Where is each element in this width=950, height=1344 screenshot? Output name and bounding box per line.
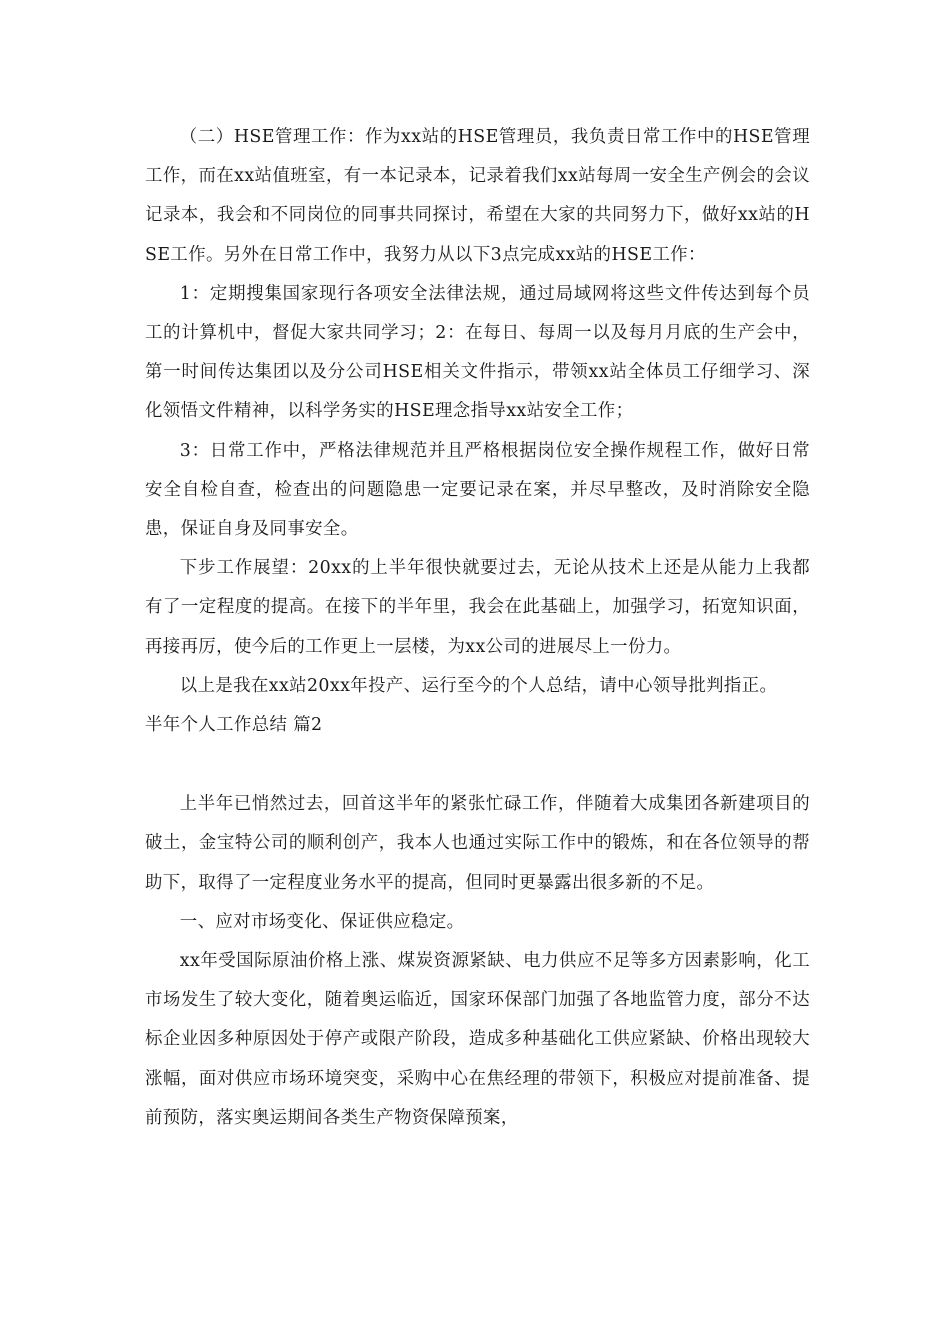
section-gap	[145, 745, 810, 785]
paragraph-hse-item-3: 3：日常工作中，严格法律规范并且严格根据岗位安全操作规程工作，做好日常安全自检自查，检查出的问题隐患一定要记录在案，并尽早整改，及时消除安全隐患，保证自身及同事安全。	[145, 440, 810, 540]
paragraph-hse-item-1-2: 1：定期搜集国家现行各项安全法律法规，通过局域网将这些文件传达到每个员工的计算机中，督促大家共同学习；2：在每日、每周一以及每月月底的生产会中，第一时间传达集团以及分公司HSE相关文件指示，带领xx站全体员工仔细学习、深化领悟文件精神，以科学务实的HSE理念指导xx站安全工作；	[145, 283, 810, 422]
paragraph-closing: 以上是我在xx站20xx年投产、运行至今的个人总结，请中心领导批判指正。	[179, 675, 778, 696]
paragraph-market-details: xx年受国际原油价格上涨、煤炭资源紧缺、电力供应不足等多方因素影响，化工市场发生了较大变化，随着奥运临近，国家环保部门加强了各地监管力度，部分不达标企业因多种原因处于停产或限产阶段，造成多种基础化工供应紧缺、价格出现较大涨幅，面对供应市场环境突变，采购中心在焦经理的带领下，积极应对提前准备、提前预防，落实奥运期间各类生产物资保障预案，	[145, 951, 810, 1128]
document-body	[145, 118, 810, 1138]
section-heading: 半年个人工作总结 篇2	[145, 715, 323, 736]
paragraph-hse-management: （二）HSE管理工作：作为xx站的HSE管理员，我负责日常工作中的HSE管理工作，而在xx站值班室，有一本记录本，记录着我们xx站每周一安全生产例会的会议记录本，我会和不同岗位的同事共同探讨，希望在大家的共同努力下，做好xx站的HSE工作。另外在日常工作中，我努力从以下3点完成xx站的HSE工作：	[145, 127, 810, 265]
paragraph-outlook: 下步工作展望：20xx的上半年很快就要过去，无论从技术上还是从能力上我都有了一定程度的提高。在接下的半年里，我会在此基础上，加强学习，拓宽知识面，再接再厉，使今后的工作更上一层楼，为xx公司的进展尽上一份力。	[145, 558, 810, 657]
paragraph-subheading-market: 一、应对市场变化、保证供应稳定。	[179, 911, 465, 932]
paragraph-intro: 上半年已悄然过去，回首这半年的紧张忙碌工作，伴随着大成集团各新建项目的破土，金宝特公司的顺利创产，我本人也通过实际工作中的锻炼，和在各位领导的帮助下，取得了一定程度业务水平的提高，但同时更暴露出很多新的不足。	[145, 794, 810, 893]
